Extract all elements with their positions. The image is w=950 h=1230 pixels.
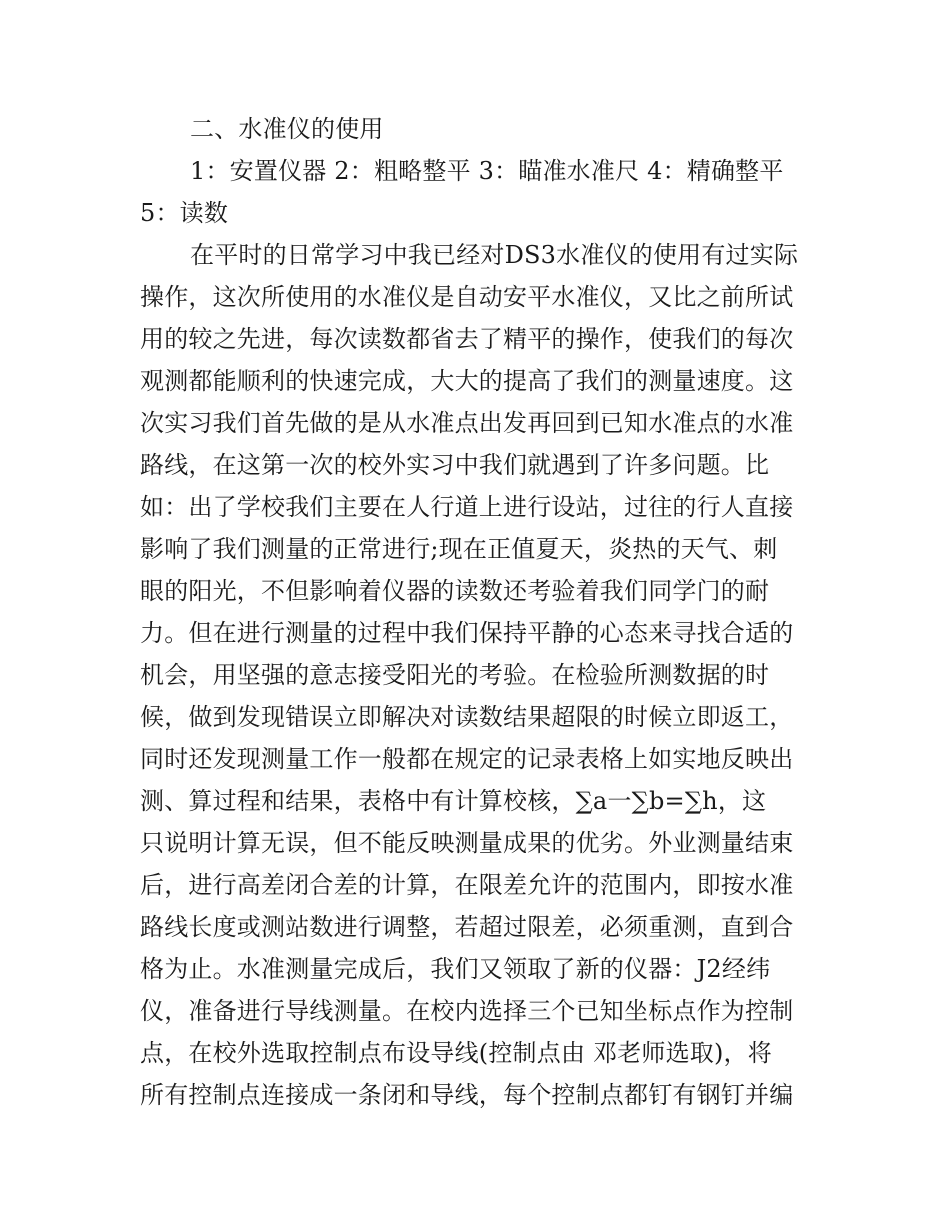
paragraph-line: 用的较之先进，每次读数都省去了精平的操作，使我们的每次 <box>140 325 794 353</box>
document-body <box>140 108 812 1116</box>
paragraph-line: 格为止。水准测量完成后，我们又领取了新的仪器：J2经纬 <box>140 955 771 983</box>
paragraph-line: 路线，在这第一次的校外实习中我们就遇到了许多问题。比 <box>140 451 770 479</box>
paragraph-line: 仪，准备进行导线测量。在校内选择三个已知坐标点作为控制 <box>140 997 794 1025</box>
paragraph-line: 影响了我们测量的正常进行;现在正值夏天，炎热的天气、刺 <box>140 535 778 563</box>
paragraph-line: 路线长度或测站数进行调整，若超过限差，必须重测，直到合 <box>140 913 794 941</box>
paragraph-line: 测、算过程和结果，表格中有计算校核，∑a一∑b=∑h，这 <box>140 787 767 815</box>
paragraph-line: 同时还发现测量工作一般都在规定的记录表格上如实地反映出 <box>140 745 794 773</box>
section-heading: 二、水准仪的使用 <box>190 115 384 143</box>
steps-line-1: 1：安置仪器 2：粗略整平 3：瞄准水准尺 4：精确整平 <box>190 157 784 185</box>
steps-line-2: 5：读数 <box>140 199 229 227</box>
paragraph-line: 候，做到发现错误立即解决对读数结果超限的时候立即返工， <box>140 703 794 731</box>
paragraph-line: 眼的阳光，不但影响着仪器的读数还考验着我们同学门的耐 <box>140 577 770 605</box>
paragraph-line: 机会，用坚强的意志接受阳光的考验。在检验所测数据的时 <box>140 661 770 689</box>
paragraph-line: 力。但在进行测量的过程中我们保持平静的心态来寻找合适的 <box>140 619 794 647</box>
paragraph-line: 如：出了学校我们主要在人行道上进行设站，过往的行人直接 <box>140 493 794 521</box>
paragraph-line: 操作，这次所使用的水准仪是自动安平水准仪，又比之前所试 <box>140 283 794 311</box>
paragraph-line: 在平时的日常学习中我已经对DS3水准仪的使用有过实际 <box>190 241 799 269</box>
paragraph-line: 所有控制点连接成一条闭和导线，每个控制点都钉有钢钉并编 <box>140 1081 794 1109</box>
paragraph-line: 点，在校外选取控制点布设导线(控制点由 邓老师选取)，将 <box>140 1039 772 1067</box>
paragraph-line: 次实习我们首先做的是从水准点出发再回到已知水准点的水准 <box>140 409 794 437</box>
paragraph-line: 只说明计算无误，但不能反映测量成果的优劣。外业测量结束 <box>140 829 794 857</box>
paragraph-line: 后，进行高差闭合差的计算，在限差允许的范围内，即按水准 <box>140 871 794 899</box>
paragraph-line: 观测都能顺利的快速完成，大大的提高了我们的测量速度。这 <box>140 367 794 395</box>
